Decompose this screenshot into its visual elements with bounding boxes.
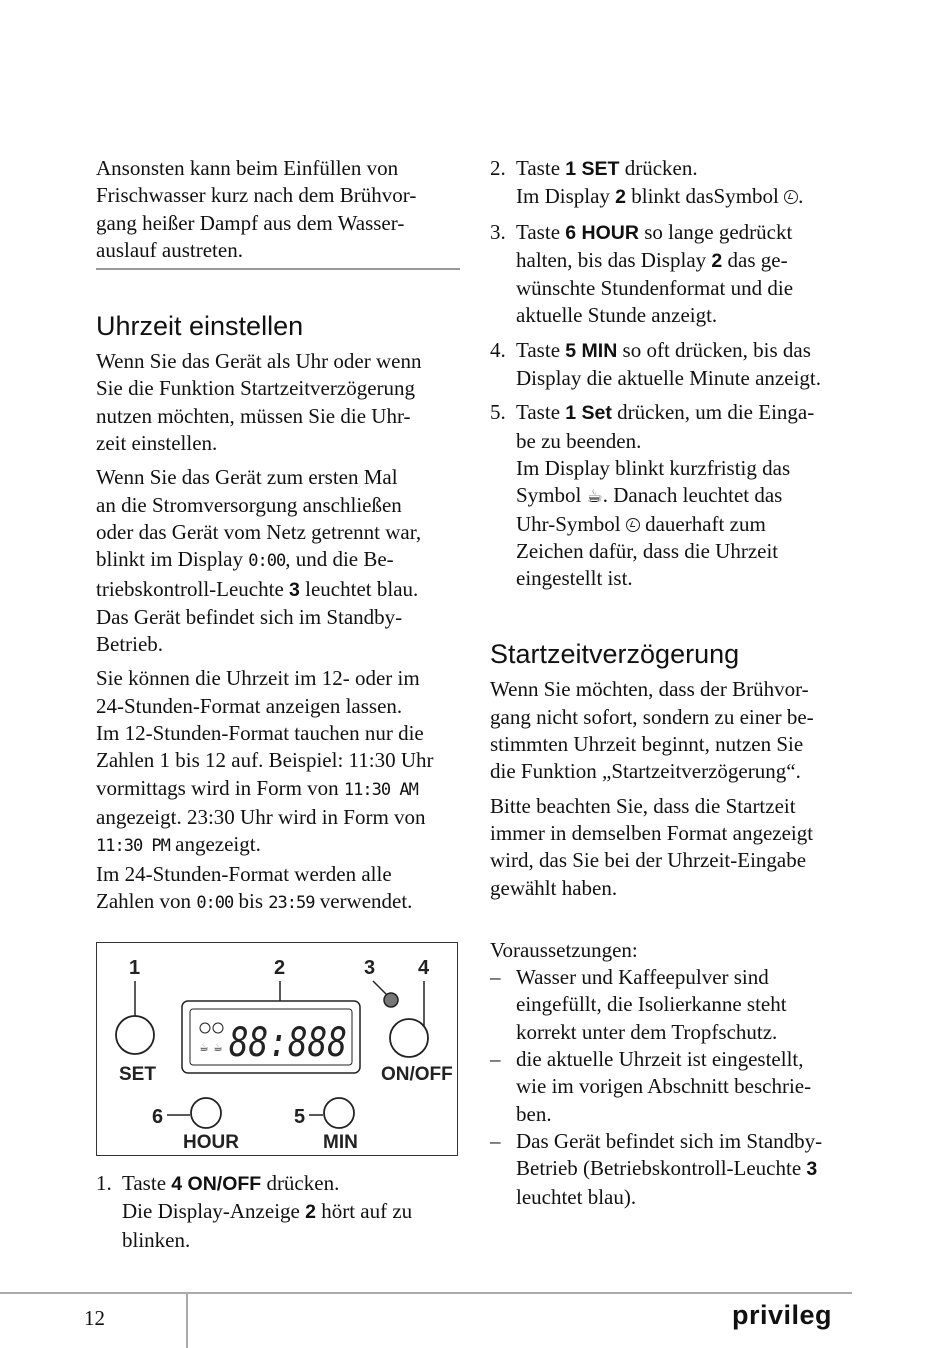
requirements-title: Voraussetzungen: [490,937,638,962]
text-line: 24-Stunden-Format anzeigen lassen. [96,693,403,718]
text-line: angezeigt. 23:30 Uhr wird in Form von [96,804,426,829]
bold-ref: 1 SET [565,158,620,180]
onoff-button[interactable] [390,1019,428,1057]
callout-6: 6 [152,1106,164,1128]
text-fragment: . Danach leuchtet das [602,483,783,508]
text-line: Im 12-Stunden-Format tauchen nur die [96,721,424,746]
text-fragment: verwendet. [314,888,413,913]
text-line: gewählt haben. [490,875,618,900]
text-fragment: blinkt dasSymbol [626,184,785,209]
text-fragment: bis [233,888,269,913]
text-line: Betrieb. [96,632,164,657]
paragraph [96,348,460,457]
bold-ref: 1 Set [565,402,612,425]
lcd-text: 23:59 [268,892,315,913]
text-line: zeit einstellen. [96,431,218,456]
text-fragment: so lange gedrückt [638,219,793,244]
text-fragment: eingestellt ist. [516,566,633,591]
text-fragment: blinkt im Display [96,547,249,572]
min-button-label: MIN [323,1132,358,1153]
paragraph [96,665,460,917]
text-fragment: halten, bis das Display [516,247,712,272]
text-fragment: so oft drücken, bis das [617,337,811,362]
text-line: oder das Gerät vom Netz getrennt war, [96,519,422,544]
bold-ref: 5 MIN [565,339,618,362]
bold-ref: 6 HOUR [565,221,639,244]
step-number: 3. [490,219,506,244]
text-fragment: Die Display-Anzeige [122,1199,306,1224]
status-light [384,993,398,1007]
step-list-left [96,1170,460,1261]
text-line: immer in demselben Format angezeigt [490,820,814,845]
text-line: Sie können die Uhrzeit im 12- oder im [96,666,420,691]
text-line: Im 24-Stunden-Format werden alle [96,861,392,886]
control-panel-svg [97,943,457,1155]
callout-1: 1 [129,957,141,979]
text-fragment: Betrieb (Betriebskontroll-Leuchte [516,1156,807,1181]
control-panel-diagram [96,942,458,1156]
bold-ref: 2 [711,249,723,272]
text-line: an die Stromversorgung anschließen [96,492,402,517]
text-fragment: Symbol [516,483,587,508]
text-fragment: Zahlen von [96,888,197,913]
step-number: 1. [96,1171,112,1195]
cup-icon: ☕ [586,486,603,508]
paragraph [490,676,860,785]
onoff-button-label: ON/OFF [381,1064,453,1085]
text-fragment: Taste [122,1171,172,1195]
dash-bullet: – [490,1128,501,1153]
clock-icon [784,190,798,204]
text-fragment: vormittags wird in Form von [96,775,344,800]
callout-5: 5 [294,1106,306,1128]
text-line: Wasser und Kaffeepulver sind [516,965,769,990]
text-line: Wenn Sie das Gerät als Uhr oder wenn [96,349,422,374]
step-4 [490,337,860,393]
text-fragment: Im Display [516,184,616,209]
bold-ref: 2 [305,1201,316,1224]
text-line: Bitte beachten Sie, dass die Startzeit [490,793,796,818]
requirement-item [490,964,860,1046]
text-fragment: aktuelle Stunde anzeigt. [516,303,718,328]
text-line: Wenn Sie das Gerät zum ersten Mal [96,465,398,490]
display-digits: 88:888 [229,1020,347,1066]
text-line: Frischwasser kurz nach dem Brühvor- [96,183,417,208]
bold-ref: 3 [289,578,300,601]
dash-bullet: – [490,965,501,990]
set-button[interactable] [116,1016,154,1054]
step-3 [490,219,860,330]
clock-icon [626,518,640,532]
text-fragment: Taste [516,219,566,244]
step-number: 5. [490,400,506,425]
text-line: Zahlen 1 bis 12 auf. Beispiel: 11:30 Uhr [96,748,434,773]
step-2 [490,155,860,212]
text-line: Sie die Funktion Startzeitverzögerung [96,376,416,401]
left-column [96,155,460,924]
text-fragment: Taste [516,156,566,180]
text-line: ben. [516,1101,552,1126]
text-fragment: Display die aktuelle Minute anzeigt. [516,366,821,391]
text-line: eingefüllt, die Isolierkanne steht [516,992,787,1017]
text-line: gang nicht sofort, sondern zu einer be- [490,704,814,729]
intro-paragraph [96,155,460,270]
text-fragment: Im Display blinkt kurzfristig das [516,455,791,480]
cup-icon: ☕ [199,1041,209,1054]
text-fragment: das ge- [722,247,788,272]
text-fragment: wünschte Stundenformat und die [516,276,794,301]
text-fragment: blinken. [122,1227,191,1252]
requirement-item [490,1046,860,1128]
text-line: nutzen möchten, müssen Sie die Uhr- [96,403,411,428]
text-fragment: drücken. [619,156,698,180]
step-number: 4. [490,337,506,362]
requirement-item [490,1128,860,1211]
text-fragment: Taste [516,400,566,425]
text-line: Das Gerät befindet sich im Standby- [96,604,403,629]
text-fragment: drücken. [261,1171,340,1195]
right-column [490,155,860,1211]
callout-4: 4 [418,957,430,979]
bold-ref: 4 ON/OFF [171,1173,262,1195]
text-fragment: drücken, um die Einga- [611,400,815,425]
hour-button-label: HOUR [183,1132,239,1153]
footer-vertical-divider [186,1292,188,1348]
brand-logo: privileg [732,1300,833,1330]
text-fragment: . [798,184,804,209]
step-1 [96,1170,460,1254]
dash-bullet: – [490,1047,501,1072]
lcd-text: 0:00 [196,892,234,913]
lcd-text: 0:00 [248,551,286,572]
text-line: die Funktion „Startzeitverzögerung“. [490,759,801,784]
step-5 [490,399,860,592]
text-fragment: Taste [516,337,566,362]
step-number: 2. [490,156,506,180]
min-button[interactable] [324,1098,354,1128]
text-fragment: hört auf zu [315,1199,413,1224]
text-fragment: Zeichen dafür, dass die Uhrzeit [516,538,779,563]
text-fragment: triebskontroll-Leuchte [96,576,290,601]
paragraph [96,464,460,658]
lcd-text: 11:30 PM [96,836,170,857]
footer-divider [0,1292,852,1294]
text-line: korrekt unter dem Tropfschutz. [516,1019,778,1044]
text-line: Wenn Sie möchten, dass der Brühvor- [490,677,809,702]
text-line: wird, das Sie bei der Uhrzeit-Eingabe [490,848,807,873]
text-fragment: be zu beenden. [516,428,642,453]
text-fragment: angezeigt. [169,832,261,857]
delay-cup-icon: ☕ [213,1041,223,1054]
text-fragment: leuchtet blau. [299,576,419,601]
hour-button[interactable] [191,1098,221,1128]
text-line: stimmten Uhrzeit beginnt, nutzen Sie [490,732,804,757]
callout-3: 3 [364,957,376,979]
text-line: leuchtet blau). [516,1184,637,1209]
section-heading-startzeit: Startzeitverzögerung [490,639,740,670]
bold-ref: 3 [806,1158,818,1181]
text-line: Ansonsten kann beim Einfüllen von [96,156,399,180]
leader-line-3 [373,981,387,995]
text-line: auslauf austreten. [96,237,243,262]
page-number: 12 [84,1306,105,1330]
text-fragment: dauerhaft zum [639,511,766,536]
text-line: Das Gerät befindet sich im Standby- [516,1128,823,1153]
paragraph [490,793,860,902]
text-line: gang heißer Dampf aus dem Wasser- [96,210,405,235]
section-heading-uhrzeit: Uhrzeit einstellen [96,311,304,342]
text-line: die aktuelle Uhrzeit ist eingestellt, [516,1047,804,1072]
set-button-label: SET [119,1064,156,1085]
callout-2: 2 [274,957,286,979]
text-fragment: , und die Be- [285,547,394,572]
lcd-text: 11:30 AM [343,779,418,800]
bold-ref: 2 [615,186,627,209]
text-line: wie im vorigen Abschnitt beschrie- [516,1074,812,1099]
text-fragment: Uhr-Symbol [516,511,626,536]
